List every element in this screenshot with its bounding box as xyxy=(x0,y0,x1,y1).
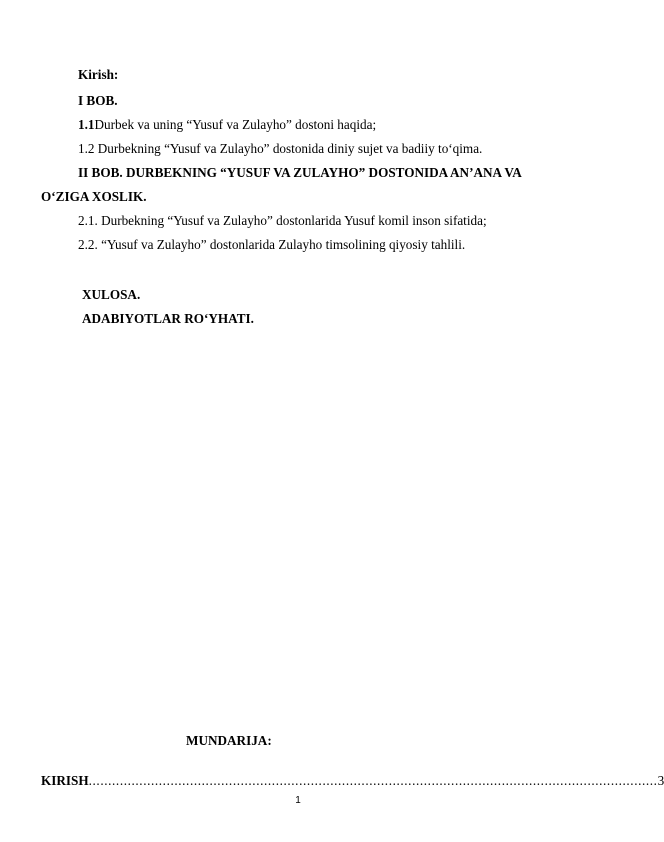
outline-xulosa: XULOSA. xyxy=(82,287,141,302)
outline-bob-2-line-1: II BOB. DURBEKNING “YUSUF VA ZULAYHO” DOSTONIDA AN’ANA VA xyxy=(78,165,522,180)
outline-bob-1: I BOB. xyxy=(78,93,118,108)
outline-kirish: Kirish: xyxy=(78,67,119,82)
toc-row-leader: .................................................................................................................................................. xyxy=(88,773,658,788)
outline-bob-2-line-2: O‘ZIGA XOSLIK. xyxy=(41,189,147,204)
outline-item-1-1-number: 1.1 xyxy=(78,117,95,132)
outline-item-2-1: 2.1. Durbekning “Yusuf va Zulayho” dostonlarida Yusuf komil inson sifatida; xyxy=(78,213,487,228)
outline-item-1-1-text: Durbek va uning “Yusuf va Zulayho” dostoni haqida; xyxy=(94,117,377,132)
toc-row xyxy=(41,773,664,789)
toc-title: MUNDARIJA: xyxy=(186,733,272,748)
page-number: 1 xyxy=(295,795,301,806)
outline-item-1-1 xyxy=(78,117,376,133)
outline-item-1-2: 1.2 Durbekning “Yusuf va Zulayho” dostonida diniy sujet va badiiy to‘qima. xyxy=(78,141,483,156)
toc-row-label: KIRISH xyxy=(41,773,89,788)
outline-item-2-2: 2.2. “Yusuf va Zulayho” dostonlarida Zulayho timsolining qiyosiy tahlili. xyxy=(78,237,466,252)
outline-adabiyotlar: ADABIYOTLAR RO‘YHATI. xyxy=(82,311,254,326)
toc-row-page: 3 xyxy=(657,773,664,788)
